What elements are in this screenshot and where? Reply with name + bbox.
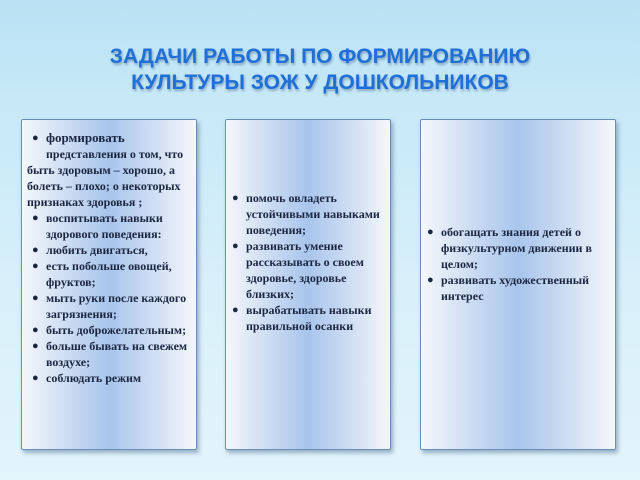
list-item — [32, 322, 190, 338]
list-item-text: быть доброжелательным; — [46, 323, 187, 337]
list-item-text: есть побольше овощей, фруктов; — [46, 259, 172, 289]
bullet-icon: ● — [32, 292, 39, 304]
list-item-text: формировать — [46, 130, 125, 145]
list-item-text: соблюдать режим — [46, 371, 142, 385]
title-line-1: ЗАДАЧИ РАБОТЫ ПО ФОРМИРОВАНИЮ — [109, 45, 531, 68]
list-item — [232, 238, 384, 302]
list-item-text: обогащать знания детей о физкультурном движении в целом; — [441, 225, 592, 271]
panel-3-list — [421, 224, 615, 304]
list-item — [32, 258, 190, 290]
list-item-text: воспитывать навыки здорового поведения: — [46, 211, 163, 241]
panel-2-list — [226, 190, 390, 334]
panel-3 — [420, 119, 616, 450]
list-item-text: больше бывать на свежем воздухе; — [46, 339, 188, 369]
list-item-continuation — [27, 146, 190, 210]
list-item-text: любить двигаться, — [46, 243, 148, 257]
list-item — [232, 190, 384, 238]
bullet-icon: ● — [32, 260, 39, 272]
title-line-2: КУЛЬТУРЫ ЗОЖ У ДОШКОЛЬНИКОВ — [131, 71, 509, 94]
bullet-icon: ● — [32, 324, 39, 336]
bullet-icon: ● — [32, 132, 39, 144]
list-item-text: развивать умение рассказывать о своем здоровье, здоровье близких; — [246, 239, 364, 301]
list-item — [427, 272, 609, 304]
bullet-icon: ● — [32, 212, 39, 224]
list-item-text: развивать художественный интерес — [441, 273, 590, 303]
bullet-icon: ● — [32, 340, 39, 352]
list-item — [32, 290, 190, 322]
panel-1-list — [22, 120, 196, 386]
bullet-icon: ● — [427, 226, 434, 238]
list-item — [27, 130, 190, 210]
list-item — [32, 242, 190, 258]
bullet-icon: ● — [232, 304, 239, 316]
bullet-icon: ● — [32, 372, 39, 384]
bullet-icon: ● — [232, 192, 239, 204]
list-item-text: вырабатывать навыки правильной осанки — [246, 303, 372, 333]
list-item — [427, 224, 609, 272]
list-item — [32, 210, 190, 242]
bullet-icon: ● — [32, 244, 39, 256]
list-item — [232, 302, 384, 334]
bullet-icon: ● — [427, 274, 434, 286]
panel-2 — [225, 119, 391, 450]
list-item — [32, 338, 190, 370]
list-item-text: помочь овладеть устойчивыми навыками поведения; — [246, 191, 380, 237]
list-item-text: представления о том, что быть здоровым – хорошо, а болеть – плохо; о некоторых признаках здоровья ; — [27, 147, 184, 209]
list-item-text: мыть руки после каждого загрязнения; — [46, 291, 187, 321]
bullet-icon: ● — [232, 240, 239, 252]
slide-title — [0, 44, 640, 96]
list-item — [32, 370, 190, 386]
panel-1 — [21, 119, 197, 450]
